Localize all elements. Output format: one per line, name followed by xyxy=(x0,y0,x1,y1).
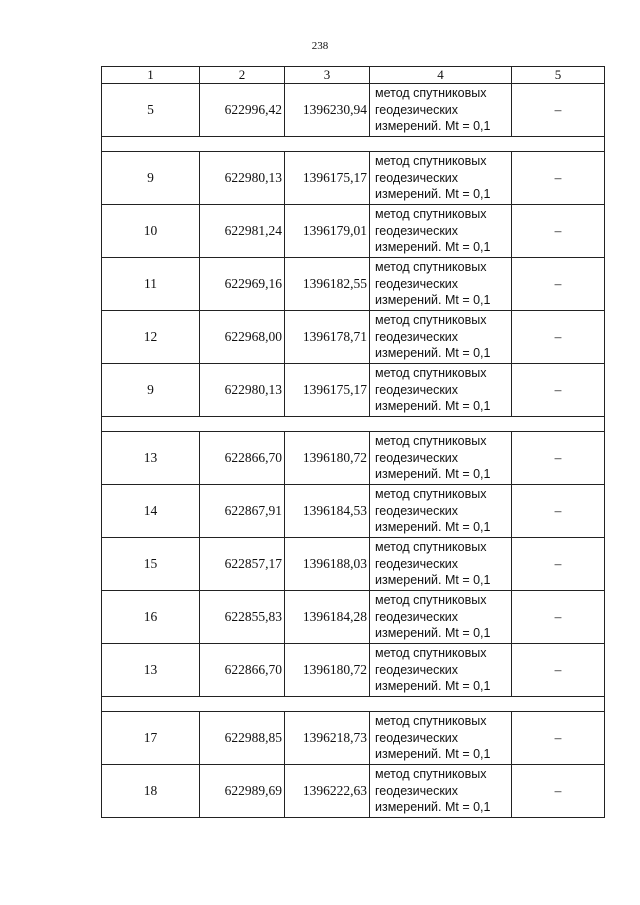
method-description xyxy=(370,364,512,417)
method-line: метод спутниковых xyxy=(375,714,487,729)
method-line: геодезических xyxy=(375,329,459,344)
method-line: метод спутниковых xyxy=(375,207,487,222)
method-line: измерений. Mt = 0,1 xyxy=(375,346,491,361)
table-row xyxy=(102,591,605,644)
separator-row xyxy=(102,417,605,432)
coordinate-y: 1396175,17 xyxy=(285,364,370,417)
method-description xyxy=(370,485,512,538)
table-row xyxy=(102,258,605,311)
method-line: метод спутниковых xyxy=(375,646,487,661)
method-line: измерений. Mt = 0,1 xyxy=(375,520,491,535)
separator-cell xyxy=(102,697,605,712)
column-5-value: – xyxy=(512,432,605,485)
method-description xyxy=(370,712,512,765)
separator-cell xyxy=(102,137,605,152)
coordinate-y: 1396180,72 xyxy=(285,432,370,485)
method-line: измерений. Mt = 0,1 xyxy=(375,119,491,134)
method-line: метод спутниковых xyxy=(375,366,487,381)
method-line: метод спутниковых xyxy=(375,154,487,169)
method-description xyxy=(370,591,512,644)
method-description xyxy=(370,258,512,311)
method-line: геодезических xyxy=(375,102,459,117)
column-header: 5 xyxy=(512,67,605,84)
method-line: геодезических xyxy=(375,170,459,185)
method-line: измерений. Mt = 0,1 xyxy=(375,399,491,414)
table-row xyxy=(102,538,605,591)
separator-row xyxy=(102,697,605,712)
column-header: 2 xyxy=(200,67,285,84)
separator-row xyxy=(102,137,605,152)
column-5-value: – xyxy=(512,485,605,538)
coordinate-y: 1396188,03 xyxy=(285,538,370,591)
separator-cell xyxy=(102,417,605,432)
method-line: геодезических xyxy=(375,662,459,677)
method-line: геодезических xyxy=(375,556,459,571)
point-number: 14 xyxy=(102,485,200,538)
column-header: 3 xyxy=(285,67,370,84)
method-line: метод спутниковых xyxy=(375,540,487,555)
column-header: 1 xyxy=(102,67,200,84)
method-description xyxy=(370,205,512,258)
point-number: 17 xyxy=(102,712,200,765)
method-description xyxy=(370,538,512,591)
column-5-value: – xyxy=(512,591,605,644)
table-row xyxy=(102,84,605,137)
column-header: 4 xyxy=(370,67,512,84)
method-description xyxy=(370,644,512,697)
method-line: геодезических xyxy=(375,609,459,624)
column-5-value: – xyxy=(512,364,605,417)
coordinate-x: 622969,16 xyxy=(200,258,285,311)
column-5-value: – xyxy=(512,205,605,258)
coordinate-y: 1396230,94 xyxy=(285,84,370,137)
page-number: 238 xyxy=(311,40,329,52)
method-line: метод спутниковых xyxy=(375,767,487,782)
column-5-value: – xyxy=(512,765,605,818)
coordinate-x: 622980,13 xyxy=(200,152,285,205)
coordinates-table xyxy=(101,66,605,818)
method-line: геодезических xyxy=(375,450,459,465)
method-line: метод спутниковых xyxy=(375,593,487,608)
point-number: 16 xyxy=(102,591,200,644)
coordinate-x: 622980,13 xyxy=(200,364,285,417)
column-5-value: – xyxy=(512,84,605,137)
method-description xyxy=(370,84,512,137)
method-line: геодезических xyxy=(375,730,459,745)
point-number: 11 xyxy=(102,258,200,311)
point-number: 18 xyxy=(102,765,200,818)
method-line: измерений. Mt = 0,1 xyxy=(375,626,491,641)
coordinate-x: 622988,85 xyxy=(200,712,285,765)
point-number: 15 xyxy=(102,538,200,591)
point-number: 9 xyxy=(102,152,200,205)
table-row xyxy=(102,712,605,765)
method-line: измерений. Mt = 0,1 xyxy=(375,679,491,694)
coordinate-y: 1396179,01 xyxy=(285,205,370,258)
table-row xyxy=(102,152,605,205)
method-line: измерений. Mt = 0,1 xyxy=(375,800,491,815)
table-row xyxy=(102,485,605,538)
coordinate-x: 622867,91 xyxy=(200,485,285,538)
coordinate-y: 1396178,71 xyxy=(285,311,370,364)
coordinate-x: 622866,70 xyxy=(200,432,285,485)
column-5-value: – xyxy=(512,152,605,205)
coordinate-y: 1396182,55 xyxy=(285,258,370,311)
table-row xyxy=(102,311,605,364)
table-row xyxy=(102,364,605,417)
method-line: геодезических xyxy=(375,223,459,238)
method-line: геодезических xyxy=(375,382,459,397)
coordinate-x: 622855,83 xyxy=(200,591,285,644)
column-5-value: – xyxy=(512,538,605,591)
method-line: метод спутниковых xyxy=(375,260,487,275)
method-line: измерений. Mt = 0,1 xyxy=(375,573,491,588)
table-header-row xyxy=(102,67,605,84)
table-row xyxy=(102,432,605,485)
method-line: геодезических xyxy=(375,276,459,291)
coordinate-y: 1396218,73 xyxy=(285,712,370,765)
point-number: 13 xyxy=(102,432,200,485)
method-line: измерений. Mt = 0,1 xyxy=(375,240,491,255)
method-line: метод спутниковых xyxy=(375,86,487,101)
method-line: измерений. Mt = 0,1 xyxy=(375,187,491,202)
coordinate-x: 622866,70 xyxy=(200,644,285,697)
column-5-value: – xyxy=(512,644,605,697)
coordinate-y: 1396180,72 xyxy=(285,644,370,697)
table-row xyxy=(102,765,605,818)
method-line: геодезических xyxy=(375,503,459,518)
method-line: измерений. Mt = 0,1 xyxy=(375,747,491,762)
method-description xyxy=(370,432,512,485)
method-line: измерений. Mt = 0,1 xyxy=(375,293,491,308)
table-row xyxy=(102,644,605,697)
column-5-value: – xyxy=(512,311,605,364)
point-number: 5 xyxy=(102,84,200,137)
method-line: метод спутниковых xyxy=(375,434,487,449)
method-description xyxy=(370,152,512,205)
method-line: метод спутниковых xyxy=(375,313,487,328)
method-line: измерений. Mt = 0,1 xyxy=(375,467,491,482)
point-number: 12 xyxy=(102,311,200,364)
point-number: 10 xyxy=(102,205,200,258)
coordinate-x: 622989,69 xyxy=(200,765,285,818)
coordinate-x: 622981,24 xyxy=(200,205,285,258)
coordinate-x: 622996,42 xyxy=(200,84,285,137)
coordinate-y: 1396184,53 xyxy=(285,485,370,538)
column-5-value: – xyxy=(512,258,605,311)
coordinate-y: 1396184,28 xyxy=(285,591,370,644)
point-number: 9 xyxy=(102,364,200,417)
column-5-value: – xyxy=(512,712,605,765)
coordinate-y: 1396222,63 xyxy=(285,765,370,818)
method-description xyxy=(370,765,512,818)
method-line: геодезических xyxy=(375,783,459,798)
table-row xyxy=(102,205,605,258)
coordinate-x: 622857,17 xyxy=(200,538,285,591)
point-number: 13 xyxy=(102,644,200,697)
method-description xyxy=(370,311,512,364)
coordinate-y: 1396175,17 xyxy=(285,152,370,205)
method-line: метод спутниковых xyxy=(375,487,487,502)
coordinate-x: 622968,00 xyxy=(200,311,285,364)
